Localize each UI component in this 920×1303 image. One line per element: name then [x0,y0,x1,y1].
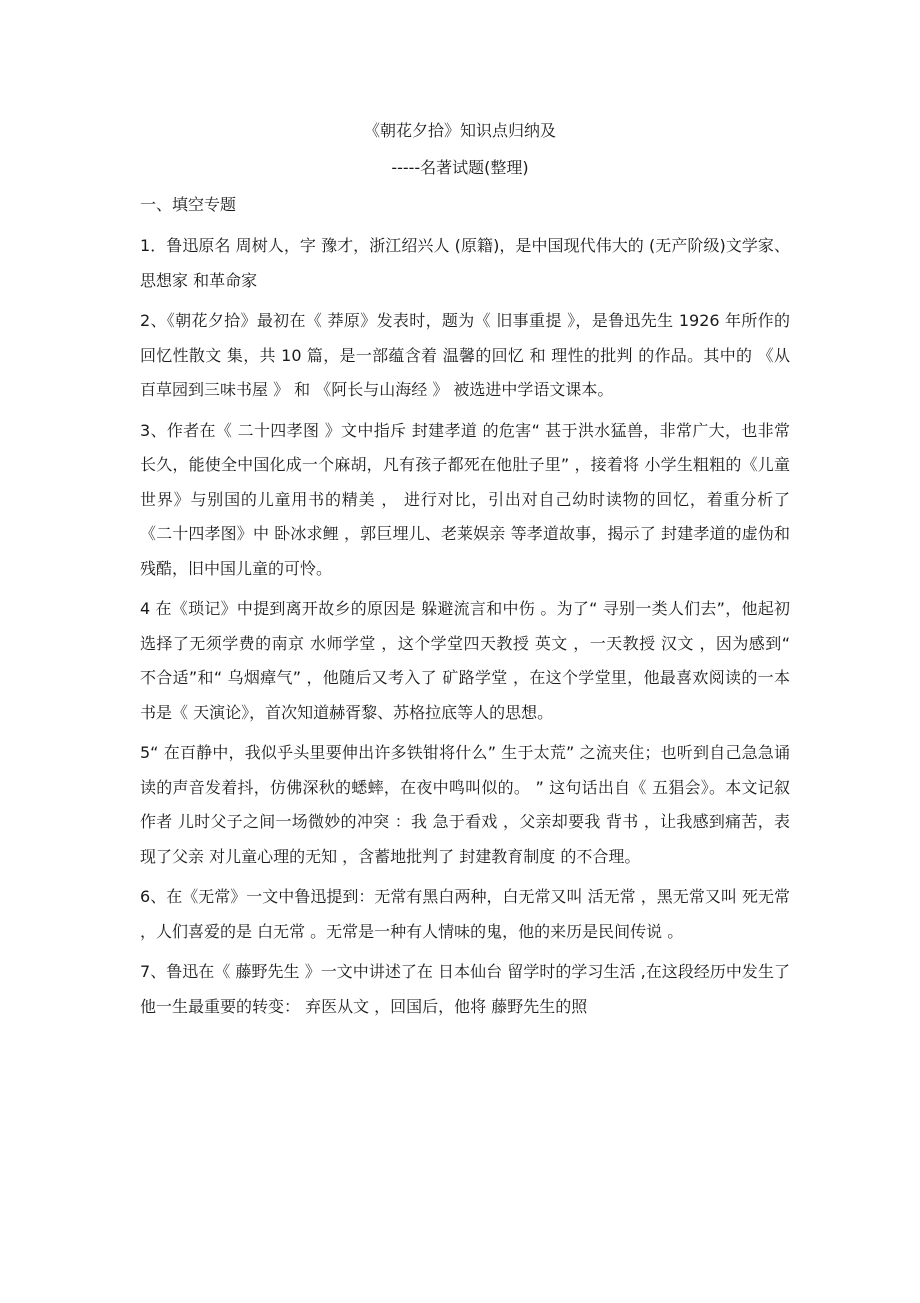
section-heading: 一、填空专题 [140,195,237,214]
question-item-3: 3、作者在《 二十四孝图 》文中指斥 封建孝道 的危害“ 甚于洪水猛兽，非常广大，也非常长久，能使全中国化成一个麻胡，凡有孩子都死在他肚子里” ，接着将 小学生粗粗的《儿童世界》与别国的儿童用书的精美 ， 进行对比，引出对自己幼时读物的回忆，着重分析了《二十四孝图》中 卧冰求鲤 ，郭巨埋儿、老莱娱亲 等孝道故事，揭示了 封建孝道的虚伪和残酷，旧中国儿童的可怜。 [140,420,790,578]
question-item-6: 6、在《无常》一文中鲁迅提到：无常有黑白两种，白无常又叫 活无常 ，黑无常又叫 死无常 ，人们喜爱的是 白无常 。无常是一种有人情味的鬼，他的来历是民间传说 。 [140,887,790,941]
question-item-4: 4 在《琐记》中提到离开故乡的原因是 躲避流言和中伤 。为了“ 寻别一类人们去”，他起初选择了无须学费的南京 水师学堂 ，这个学堂四天教授 英文 ，一天教授 汉文 ，因为感到“ 不合适”和“ 乌烟瘴气” ，他随后又考入了 矿路学堂 ，在这个学堂里，他最喜欢阅读的一本书是《 天演论》，首次知道赫胥黎、苏格拉底等人的思想。 [140,599,790,722]
question-list [140,229,790,1030]
question-item-2: 2、《朝花夕拾》最初在《 莽原》发表时，题为《 旧事重提 》，是鲁迅先生 1926 年所作的 回忆性散文 集，共 10 篇，是一部蕴含着 温馨的回忆 和 理性的批判 的作品。其中的 《从百草园到三味书屋 》 和 《阿长与山海经 》 被选进中学语文课本。 [140,311,790,399]
question-item-5: 5“ 在百静中，我似乎头里要伸出许多铁钳将什么” 生于太荒” 之流夹住；也听到自己急急诵读的声音发着抖，仿佛深秋的蟋蟀，在夜中鸣叫似的。 ” 这句话出自《 五猖会》。本文记叙作者 儿时父子之间一场微妙的冲突 ：我 急于看戏 ，父亲却要我 背书 ，让我感到痛苦，表现了父亲 对儿童心理的无知 ，含蓄地批判了 封建教育制度 的不合理。 [140,743,790,866]
document-subtitle: -----名著试题(整理) [391,158,529,177]
question-item-7: 7、鲁迅在《 藤野先生 》一文中讲述了在 日本仙台 留学时的学习生活 ,在这段经历中发生了他一生最重要的转变： 弃医从文 ，回国后，他将 藤野先生的照 [140,962,790,1016]
question-item-1: 1．鲁迅原名 周树人，字 豫才，浙江绍兴人 (原籍)，是中国现代伟大的 (无产阶级)文学家、思想家 和革命家 [140,236,790,290]
document-title: 《朝花夕拾》知识点归纳及 [363,121,556,140]
